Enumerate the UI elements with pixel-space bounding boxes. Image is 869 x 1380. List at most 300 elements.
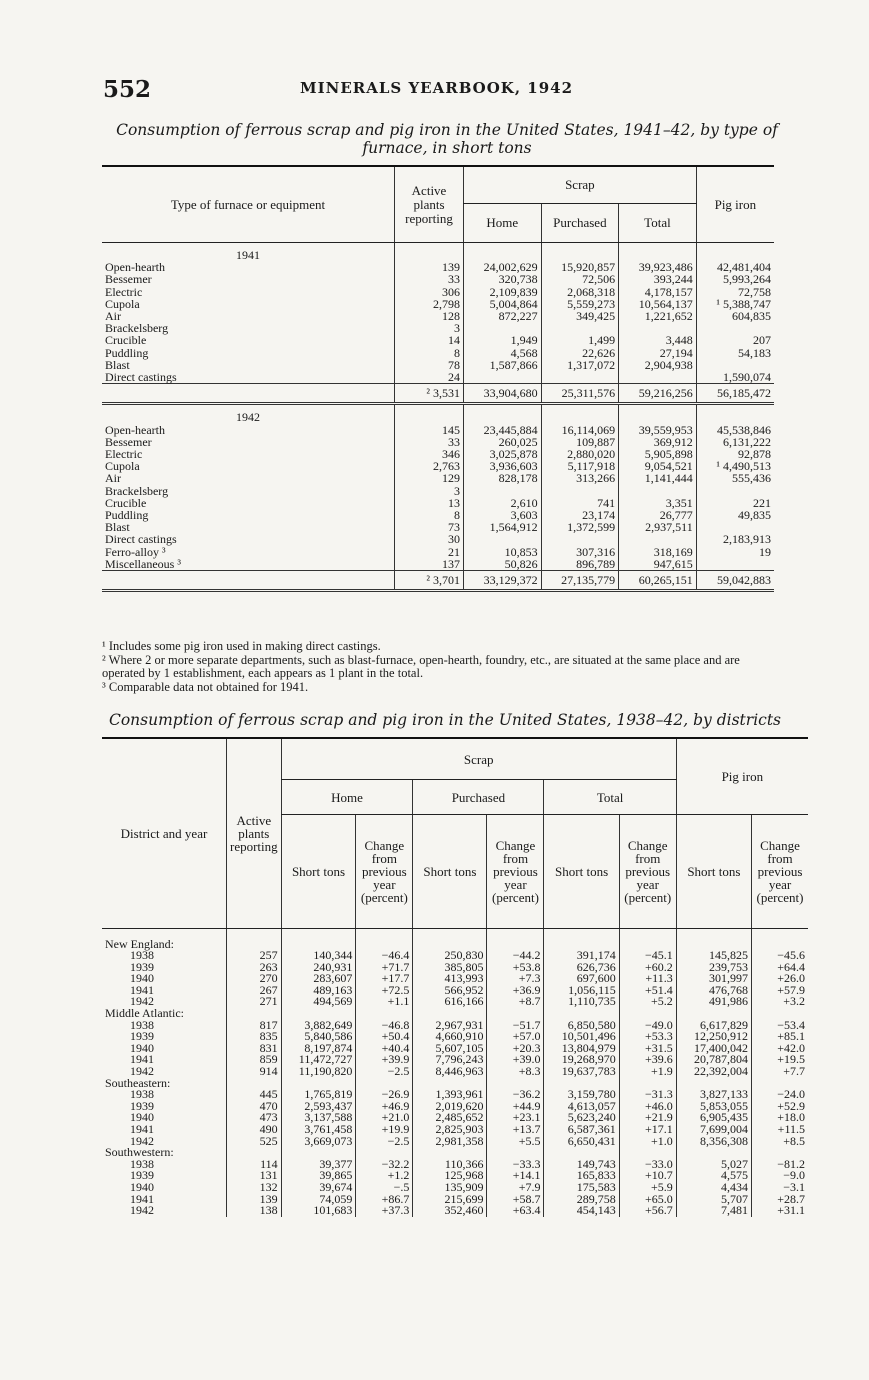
- cell-blank: [464, 243, 542, 262]
- cell-value: 27,194: [619, 347, 697, 359]
- cell-value: 39,923,486: [619, 261, 697, 273]
- row-label: Direct castings: [105, 532, 177, 547]
- cell-value: 13,804,979: [544, 1043, 619, 1055]
- cell-value: 1,587,866: [464, 359, 542, 371]
- cell-value: 132: [227, 1182, 282, 1194]
- cell-value: 101,683: [281, 1205, 356, 1217]
- cell-value: 139: [227, 1194, 282, 1206]
- row-label: Electric: [105, 447, 143, 462]
- col-purchased-short: Short tons: [413, 815, 487, 929]
- cell-value: 4,660,910: [413, 1031, 487, 1043]
- cell-value: +18.0: [752, 1112, 809, 1124]
- furnace-table-body: [102, 243, 774, 591]
- cell-value: +8.3: [487, 1066, 544, 1078]
- cell-value: +40.4: [356, 1043, 413, 1055]
- cell-value: 470: [227, 1101, 282, 1113]
- cell-value: 9,054,521: [619, 460, 697, 472]
- year-label: 1941: [130, 982, 154, 997]
- cell-value: 23,445,884: [464, 424, 542, 436]
- cell-value: 555,436: [696, 472, 774, 484]
- total-value: ² 3,701: [395, 571, 464, 591]
- cell-value: 149,743: [544, 1159, 619, 1171]
- cell-value: +5.9: [619, 1182, 676, 1194]
- cell-value: +26.0: [752, 973, 809, 985]
- row-label: Cupola: [105, 459, 140, 474]
- cell-value: 494,569: [281, 996, 356, 1008]
- cell-value: +21.0: [356, 1112, 413, 1124]
- cell-value: 283,607: [281, 973, 356, 985]
- cell-value: +13.7: [487, 1124, 544, 1136]
- cell-value: 896,789: [541, 558, 619, 571]
- cell-value: 604,835: [696, 310, 774, 322]
- row-label: Puddling: [105, 508, 149, 523]
- table-row: [102, 558, 774, 571]
- cell-value: 1,564,912: [464, 521, 542, 533]
- cell-value: 2,610: [464, 497, 542, 509]
- cell-value: 14: [395, 334, 464, 346]
- year-label: 1940: [130, 1040, 154, 1055]
- cell-value: 1,949: [464, 334, 542, 346]
- cell-value: 19: [696, 546, 774, 558]
- cell-value: 3,761,458: [281, 1124, 356, 1136]
- cell-value: 4,178,157: [619, 286, 697, 298]
- table-row: [102, 371, 774, 384]
- cell-value: 2,068,318: [541, 286, 619, 298]
- cell-value: +37.3: [356, 1205, 413, 1217]
- col-total: Total: [619, 204, 697, 243]
- cell-value: +31.5: [619, 1043, 676, 1055]
- cell-value: 8: [395, 509, 464, 521]
- year-row: [102, 243, 774, 262]
- cell-value: [619, 533, 697, 545]
- cell-value: +39.9: [356, 1054, 413, 1066]
- cell-blank: [696, 243, 774, 262]
- cell-value: [541, 371, 619, 384]
- cell-value: 413,993: [413, 973, 487, 985]
- row-label: Bessemer: [105, 434, 152, 449]
- cell-value: 2,763: [395, 460, 464, 472]
- cell-value: −2.5: [356, 1066, 413, 1078]
- cell-value: +19.5: [752, 1054, 809, 1066]
- cell-value: −24.0: [752, 1089, 809, 1101]
- cell-value: 2,798: [395, 298, 464, 310]
- cell-value: 11,190,820: [281, 1066, 356, 1078]
- cell-value: 491,986: [676, 996, 751, 1008]
- cell-value: 139: [395, 261, 464, 273]
- district-name: New England:: [105, 936, 174, 951]
- row-label: Puddling: [105, 345, 149, 360]
- cell-value: 1,056,115: [544, 985, 619, 997]
- cell-value: 221: [696, 497, 774, 509]
- year-label: 1938: [130, 948, 154, 963]
- cell-value: 2,880,020: [541, 448, 619, 460]
- cell-value: 21: [395, 546, 464, 558]
- cell-value: 1,393,961: [413, 1089, 487, 1101]
- cell-value: +50.4: [356, 1031, 413, 1043]
- cell-value: 39,377: [281, 1159, 356, 1171]
- cell-value: 138: [227, 1205, 282, 1217]
- cell-value: 8: [395, 347, 464, 359]
- cell-value: 349,425: [541, 310, 619, 322]
- total-value: 33,129,372: [464, 571, 542, 591]
- cell-value: 3: [395, 485, 464, 497]
- cell-value: +1.9: [619, 1066, 676, 1078]
- total-value: 33,904,680: [464, 384, 542, 404]
- cell-value: 15,920,857: [541, 261, 619, 273]
- cell-value: 859: [227, 1054, 282, 1066]
- cell-value: 2,967,931: [413, 1020, 487, 1032]
- cell-value: 22,392,004: [676, 1066, 751, 1078]
- cell-value: 3,882,649: [281, 1020, 356, 1032]
- year-label: 1942: [130, 1064, 154, 1079]
- cell-value: 3: [395, 322, 464, 334]
- table-row: [102, 521, 774, 533]
- row-label: Ferro-alloy ³: [105, 544, 166, 559]
- cell-value: 320,738: [464, 273, 542, 285]
- cell-value: 33: [395, 436, 464, 448]
- cell-blank: [395, 404, 464, 424]
- cell-value: 369,912: [619, 436, 697, 448]
- cell-value: 5,559,273: [541, 298, 619, 310]
- cell-value: 7,481: [676, 1205, 751, 1217]
- cell-value: +39.0: [487, 1054, 544, 1066]
- cell-value: 24,002,629: [464, 261, 542, 273]
- cell-value: 5,004,864: [464, 298, 542, 310]
- table1-caption: Consumption of ferrous scrap and pig iron in the United States, 1941–42, by type of furnace, in short tons: [116, 121, 778, 157]
- year-label: 1939: [130, 959, 154, 974]
- cell-value: +21.9: [619, 1112, 676, 1124]
- cell-value: 2,593,437: [281, 1101, 356, 1113]
- table-row: [102, 273, 774, 285]
- cell-value: 301,997: [676, 973, 751, 985]
- col-total-change: Change from previous year (percent): [619, 815, 676, 929]
- cell-value: −9.0: [752, 1170, 809, 1182]
- table-row: [102, 424, 774, 436]
- col-total-short: Short tons: [544, 815, 619, 929]
- year-label: 1941: [236, 248, 260, 262]
- cell-value: −2.5: [356, 1136, 413, 1148]
- cell-value: 39,674: [281, 1182, 356, 1194]
- col-district: District and year: [102, 738, 227, 929]
- cell-value: 476,768: [676, 985, 751, 997]
- cell-value: 207: [696, 334, 774, 346]
- cell-value: 828,178: [464, 472, 542, 484]
- cell-value: 13: [395, 497, 464, 509]
- year-label: 1941: [130, 1191, 154, 1206]
- cell-value: 110,366: [413, 1159, 487, 1171]
- cell-value: 8,356,308: [676, 1136, 751, 1148]
- cell-value: 215,699: [413, 1194, 487, 1206]
- cell-value: 385,805: [413, 962, 487, 974]
- year-label: 1942: [130, 1203, 154, 1218]
- cell-value: −31.3: [619, 1089, 676, 1101]
- row-label: Bessemer: [105, 272, 152, 287]
- cell-value: 8,446,963: [413, 1066, 487, 1078]
- cell-value: 92,878: [696, 448, 774, 460]
- cell-value: 307,316: [541, 546, 619, 558]
- cell-value: −.5: [356, 1182, 413, 1194]
- cell-value: −3.1: [752, 1182, 809, 1194]
- cell-blank: [619, 404, 697, 424]
- cell-value: +11.5: [752, 1124, 809, 1136]
- total-value: 27,135,779: [541, 571, 619, 591]
- district-table-body: [102, 929, 808, 1217]
- cell-value: 45,538,846: [696, 424, 774, 436]
- cell-value: 5,993,264: [696, 273, 774, 285]
- cell-value: 42,481,404: [696, 261, 774, 273]
- cell-value: 78: [395, 359, 464, 371]
- year-label: 1942: [130, 1133, 154, 1148]
- col-pig: Pig iron: [676, 738, 808, 815]
- cell-value: +39.6: [619, 1054, 676, 1066]
- cell-value: 835: [227, 1031, 282, 1043]
- footnotes: [102, 640, 782, 694]
- cell-value: 5,607,105: [413, 1043, 487, 1055]
- cell-blank: [356, 929, 413, 939]
- cell-value: +7.9: [487, 1182, 544, 1194]
- cell-value: 3,351: [619, 497, 697, 509]
- cell-value: 137: [395, 558, 464, 571]
- year-label: 1940: [130, 971, 154, 986]
- cell-value: +86.7: [356, 1194, 413, 1206]
- cell-value: −46.4: [356, 950, 413, 962]
- cell-value: +3.2: [752, 996, 809, 1008]
- cell-value: 3,603: [464, 509, 542, 521]
- cell-value: 4,434: [676, 1182, 751, 1194]
- cell-value: 19,268,970: [544, 1054, 619, 1066]
- total-label-blank: [102, 571, 395, 591]
- cell-value: +7.7: [752, 1066, 809, 1078]
- cell-value: 3,137,588: [281, 1112, 356, 1124]
- row-label: Brackelsberg: [105, 483, 169, 498]
- row-label: Open-hearth: [105, 422, 165, 437]
- cell-value: +58.7: [487, 1194, 544, 1206]
- cell-value: +85.1: [752, 1031, 809, 1043]
- cell-value: 6,850,580: [544, 1020, 619, 1032]
- cell-value: 263: [227, 962, 282, 974]
- cell-value: 6,617,829: [676, 1020, 751, 1032]
- cell-value: 267: [227, 985, 282, 997]
- cell-value: −33.3: [487, 1159, 544, 1171]
- cell-blank: [544, 929, 619, 939]
- table-row: [102, 996, 808, 1008]
- cell-value: +42.0: [752, 1043, 809, 1055]
- cell-value: +1.0: [619, 1136, 676, 1148]
- cell-value: 109,887: [541, 436, 619, 448]
- cell-value: ¹ 5,388,747: [696, 298, 774, 310]
- cell-blank: [752, 929, 809, 939]
- district-name: Southeastern:: [105, 1075, 171, 1090]
- cell-value: 2,981,358: [413, 1136, 487, 1148]
- cell-value: 49,835: [696, 509, 774, 521]
- cell-value: −53.4: [752, 1020, 809, 1032]
- cell-value: +53.3: [619, 1031, 676, 1043]
- col-home-short: Short tons: [281, 815, 356, 929]
- row-label: Electric: [105, 284, 143, 299]
- cell-value: 12,250,912: [676, 1031, 751, 1043]
- footnote-1: ¹ Includes some pig iron used in making direct castings.: [102, 639, 381, 653]
- cell-value: 135,909: [413, 1182, 487, 1194]
- cell-value: 445: [227, 1089, 282, 1101]
- cell-value: 5,707: [676, 1194, 751, 1206]
- cell-value: 393,244: [619, 273, 697, 285]
- year-label: 1938: [130, 1017, 154, 1032]
- cell-blank: [619, 929, 676, 939]
- cell-value: +51.4: [619, 985, 676, 997]
- cell-value: 1,372,599: [541, 521, 619, 533]
- cell-value: 1,317,072: [541, 359, 619, 371]
- cell-value: +46.0: [619, 1101, 676, 1113]
- year-label: 1939: [130, 1029, 154, 1044]
- cell-value: [541, 533, 619, 545]
- cell-value: +5.2: [619, 996, 676, 1008]
- col-scrap: Scrap: [464, 166, 697, 204]
- cell-value: 616,166: [413, 996, 487, 1008]
- cell-value: 831: [227, 1043, 282, 1055]
- cell-value: ¹ 4,490,513: [696, 460, 774, 472]
- cell-value: 50,826: [464, 558, 542, 571]
- col-active: Active plants reporting: [227, 738, 282, 929]
- cell-value: 24: [395, 371, 464, 384]
- cell-value: 5,905,898: [619, 448, 697, 460]
- cell-blank: [395, 243, 464, 262]
- cell-value: +36.9: [487, 985, 544, 997]
- row-label: Blast: [105, 520, 130, 535]
- cell-value: +28.7: [752, 1194, 809, 1206]
- cell-value: 240,931: [281, 962, 356, 974]
- cell-blank: [227, 929, 282, 939]
- cell-value: 54,183: [696, 347, 774, 359]
- row-label: Crucible: [105, 495, 147, 510]
- cell-value: 30: [395, 533, 464, 545]
- cell-value: 626,736: [544, 962, 619, 974]
- furnace-table: [102, 165, 774, 592]
- cell-value: 3,936,603: [464, 460, 542, 472]
- cell-value: 313,266: [541, 472, 619, 484]
- cell-value: 128: [395, 310, 464, 322]
- col-pig-short: Short tons: [676, 815, 751, 929]
- cell-blank: [676, 929, 751, 939]
- year-label: 1938: [130, 1087, 154, 1102]
- cell-value: +56.7: [619, 1205, 676, 1217]
- cell-value: 33: [395, 273, 464, 285]
- cell-value: 5,623,240: [544, 1112, 619, 1124]
- cell-value: −49.0: [619, 1020, 676, 1032]
- cell-value: 454,143: [544, 1205, 619, 1217]
- cell-value: +17.7: [356, 973, 413, 985]
- cell-value: [464, 533, 542, 545]
- cell-value: −33.0: [619, 1159, 676, 1171]
- cell-value: 6,131,222: [696, 436, 774, 448]
- table-row: [102, 1205, 808, 1217]
- cell-value: 2,485,652: [413, 1112, 487, 1124]
- table2-caption: Consumption of ferrous scrap and pig iron in the United States, 1938–42, by districts: [108, 711, 782, 729]
- col-pig-change: Change from previous year (percent): [752, 815, 809, 929]
- cell-value: +65.0: [619, 1194, 676, 1206]
- cell-value: 17,400,042: [676, 1043, 751, 1055]
- total-row: [102, 571, 774, 591]
- page-number: 552: [103, 76, 152, 103]
- cell-value: +46.9: [356, 1101, 413, 1113]
- row-label: Crucible: [105, 333, 147, 348]
- cell-value: 3,827,133: [676, 1089, 751, 1101]
- row-label: Brackelsberg: [105, 321, 169, 336]
- row-label: Miscellaneous ³: [105, 556, 181, 571]
- cell-value: +52.9: [752, 1101, 809, 1113]
- cell-value: 131: [227, 1170, 282, 1182]
- total-value: 56,185,472: [696, 384, 774, 404]
- cell-value: 22,626: [541, 347, 619, 359]
- row-label: Open-hearth: [105, 260, 165, 275]
- cell-value: [464, 371, 542, 384]
- year-label: 1941: [130, 1052, 154, 1067]
- row-label: Blast: [105, 357, 130, 372]
- cell-value: 5,853,055: [676, 1101, 751, 1113]
- cell-value: 23,174: [541, 509, 619, 521]
- cell-value: +72.5: [356, 985, 413, 997]
- cell-value: −26.9: [356, 1089, 413, 1101]
- cell-value: +1.1: [356, 996, 413, 1008]
- cell-value: +8.7: [487, 996, 544, 1008]
- cell-value: 490: [227, 1124, 282, 1136]
- cell-blank: [696, 404, 774, 424]
- cell-value: 1,221,652: [619, 310, 697, 322]
- total-value: ² 3,531: [395, 384, 464, 404]
- cell-value: 114: [227, 1159, 282, 1171]
- cell-value: 125,968: [413, 1170, 487, 1182]
- table-row: [102, 472, 774, 484]
- cell-value: −36.2: [487, 1089, 544, 1101]
- footnote-2: ² Where 2 or more separate departments, such as blast-furnace, open-hearth, foundry, etc., are situated at the same place and are operated by 1 establishment, each appears as 1 plant in the total.: [102, 652, 740, 680]
- cell-value: 1,765,819: [281, 1089, 356, 1101]
- cell-value: 73: [395, 521, 464, 533]
- row-label: Direct castings: [105, 370, 177, 385]
- cell-value: 5,117,918: [541, 460, 619, 472]
- cell-value: 2,825,903: [413, 1124, 487, 1136]
- year-label: 1941: [130, 1122, 154, 1136]
- year-label: 1938: [130, 1156, 154, 1171]
- table-row: [102, 1136, 808, 1148]
- row-label: Air: [105, 471, 121, 486]
- cell-value: 10,564,137: [619, 298, 697, 310]
- cell-value: 19,637,783: [544, 1066, 619, 1078]
- cell-value: 566,952: [413, 985, 487, 997]
- cell-value: +44.9: [487, 1101, 544, 1113]
- cell-value: 5,027: [676, 1159, 751, 1171]
- year-label: 1939: [130, 1098, 154, 1113]
- cell-value: +57.0: [487, 1031, 544, 1043]
- cell-value: 165,833: [544, 1170, 619, 1182]
- cell-blank: [281, 929, 356, 939]
- table-row: [102, 533, 774, 545]
- cell-value: 741: [541, 497, 619, 509]
- cell-value: +10.7: [619, 1170, 676, 1182]
- cell-value: 3,669,073: [281, 1136, 356, 1148]
- cell-value: 270: [227, 973, 282, 985]
- cell-value: +57.9: [752, 985, 809, 997]
- row-label: Cupola: [105, 296, 140, 311]
- cell-value: +7.3: [487, 973, 544, 985]
- cell-value: 391,174: [544, 950, 619, 962]
- total-row: [102, 384, 774, 404]
- cell-value: 4,575: [676, 1170, 751, 1182]
- cell-value: 306: [395, 286, 464, 298]
- cell-value: −46.8: [356, 1020, 413, 1032]
- cell-value: +5.5: [487, 1136, 544, 1148]
- cell-value: 8,197,874: [281, 1043, 356, 1055]
- cell-value: 257: [227, 950, 282, 962]
- cell-value: 39,865: [281, 1170, 356, 1182]
